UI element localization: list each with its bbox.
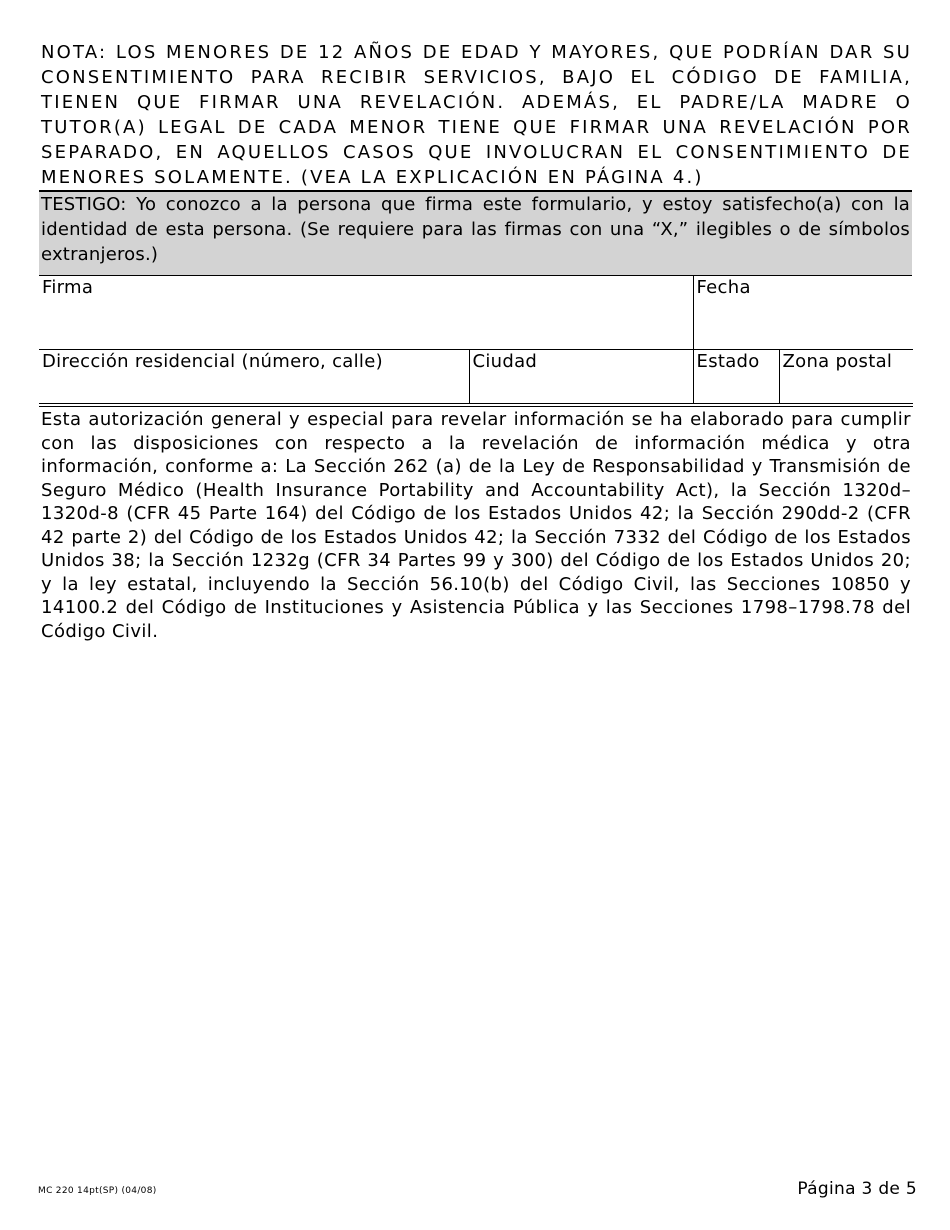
fecha-label: Fecha	[696, 277, 751, 298]
ciudad-field[interactable]	[469, 350, 693, 404]
firma-label: Firma	[42, 277, 94, 298]
form-page	[40, 40, 912, 643]
zona-postal-field[interactable]	[779, 350, 913, 404]
ciudad-label: Ciudad	[472, 351, 538, 372]
fecha-field[interactable]	[693, 276, 913, 350]
witness-fields-table	[39, 276, 913, 403]
firma-field[interactable]	[39, 276, 693, 350]
estado-field[interactable]	[693, 350, 779, 404]
direccion-label: Dirección residencial (número, calle)	[42, 351, 383, 372]
form-code: MC 220 14pt(SP) (04/08)	[38, 1186, 157, 1196]
direccion-field[interactable]	[39, 350, 469, 404]
nota-paragraph: NOTA: LOS MENORES DE 12 AÑOS DE EDAD Y MAYORES, QUE PODRÍAN DAR SU CONSENTIMIENTO PARA RECIBIR SERVICIOS, BAJO EL CÓDIGO DE FAMILIA, TIENEN QUE FIRMAR UNA REVELACIÓN. ADEMÁS, EL PADRE/LA MADRE O TUTOR(A) LEGAL DE CADA MENOR TIENE QUE FIRMAR UNA REVELACIÓN POR SEPARADO, EN AQUELLOS CASOS QUE INVOLUCRAN EL CONSENTIMIENTO DE MENORES SOLAMENTE. (VEA LA EXPLICACIÓN EN PÁGINA 4.)	[41, 42, 912, 188]
testigo-section: TESTIGO: Yo conozco a la persona que firma este formulario, y estoy satisfecho(a) con la identidad de esta persona. (Se requiere para las firmas con una “X,” ilegibles o de símbolos extranjeros.)	[39, 190, 912, 276]
page-number: Página 3 de 5	[797, 1179, 917, 1199]
zona-postal-label: Zona postal	[782, 351, 893, 372]
estado-label: Estado	[696, 351, 760, 372]
autorizacion-paragraph: Esta autorización general y especial para revelar información se ha elaborado para cumplir con las disposiciones con respecto a la revelación de información médica y otra información, conforme a: La Sección 262 (a) de la Ley de Responsabilidad y Transmisión de Seguro Médico (Health Insurance Portability and Accountability Act), la Sección 1320d–1320d-8 (CFR 45 Parte 164) del Código de los Estados Unidos 42; la Sección 290dd-2 (CFR 42 parte 2) del Código de los Estados Unidos 42; la Sección 7332 del Código de los Estados Unidos 38; la Sección 1232g (CFR 34 Partes 99 y 300) del Código de los Estados Unidos 20; y la ley estatal, incluyendo la Sección 56.10(b) del Código Civil, las Secciones 10850 y 14100.2 del Código de Instituciones y Asistencia Pública y las Secciones 1798–1798.78 del Código Civil.	[41, 409, 911, 642]
